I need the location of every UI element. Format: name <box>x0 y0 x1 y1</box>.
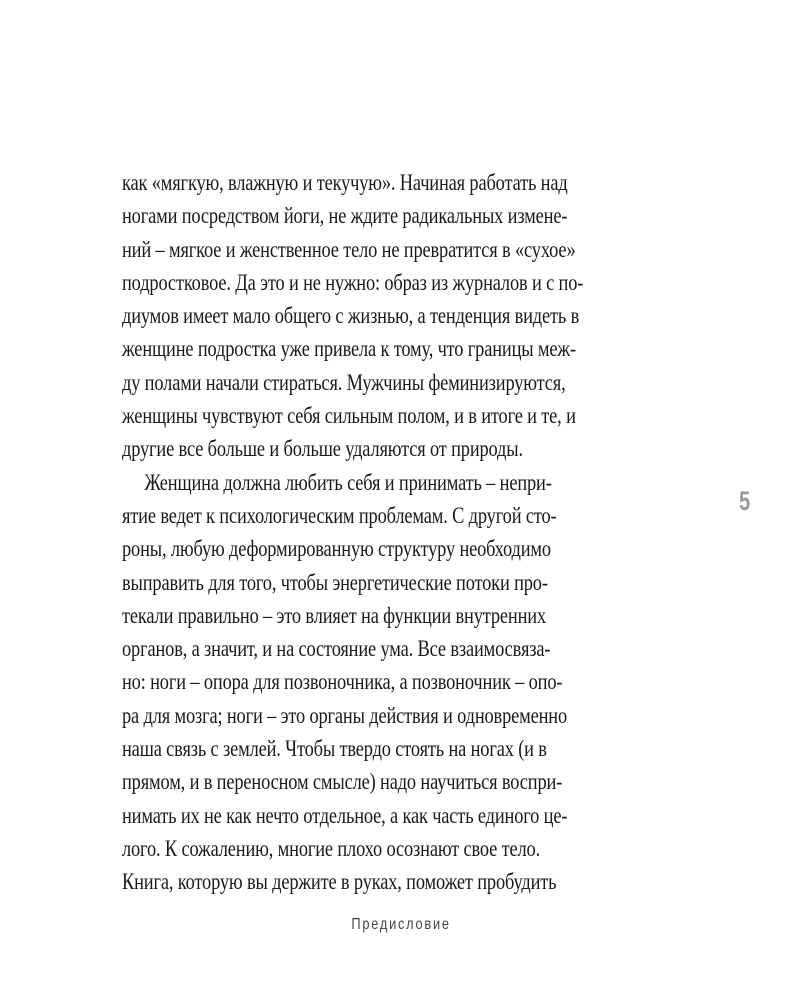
text-line: подростковое. Да это и не нужно: образ из журналов и с по- <box>122 269 584 295</box>
text-line: текали правильно – это влияет на функции внутренних <box>122 602 546 628</box>
text-line: прямом, и в переносном смысле) надо научиться воспри- <box>122 769 563 795</box>
body-text <box>122 166 584 899</box>
text-line: но: ноги – опора для позвоночника, а позвоночник – опо- <box>122 669 563 695</box>
running-footer <box>0 916 800 934</box>
text-line: ду полами начали стираться. Мужчины феминизируются, <box>122 369 566 395</box>
text-line: ний – мягкое и женственное тело не превратится в «сухое» <box>122 236 576 262</box>
text-line: другие все больше и больше удаляются от природы. <box>122 436 523 462</box>
text-line: женщине подростка уже привела к тому, что границы меж- <box>122 336 576 362</box>
text-line: ятие ведет к психологическим проблемам. С другой сто- <box>122 502 557 528</box>
text-line: Книга, которую вы держите в руках, поможет пробудить <box>122 869 557 895</box>
paragraph-first-line: Женщина должна любить себя и принимать – непри- <box>144 469 552 495</box>
text-line: лого. К сожалению, многие плохо осознают свое тело. <box>122 835 541 861</box>
text-line: ногами посредством йоги, не ждите радикальных измене- <box>122 203 568 229</box>
page-number: 5 <box>739 486 751 516</box>
text-line: ра для мозга; ноги – это органы действия и одновременно <box>122 702 568 728</box>
text-line: диумов имеет мало общего с жизнью, а тенденция видеть в <box>122 303 580 329</box>
text-line: женщины чувствуют себя сильным полом, и в итоге и те, и <box>122 403 576 429</box>
text-line: роны, любую деформированную структуру необходимо <box>122 536 551 562</box>
text-line: нимать их не как нечто отдельное, а как часть единого це- <box>122 802 568 828</box>
text-line: наша связь с землей. Чтобы твердо стоять на ногах (и в <box>122 736 547 762</box>
text-line: органов, а значит, и на состояние ума. Все взаимосвяза- <box>122 636 551 662</box>
section-title: Предисловие <box>351 916 451 933</box>
text-line: выправить для того, чтобы энергетические потоки про- <box>122 569 548 595</box>
text-line: как «мягкую, влажную и текучую». Начиная работать над <box>122 170 568 195</box>
